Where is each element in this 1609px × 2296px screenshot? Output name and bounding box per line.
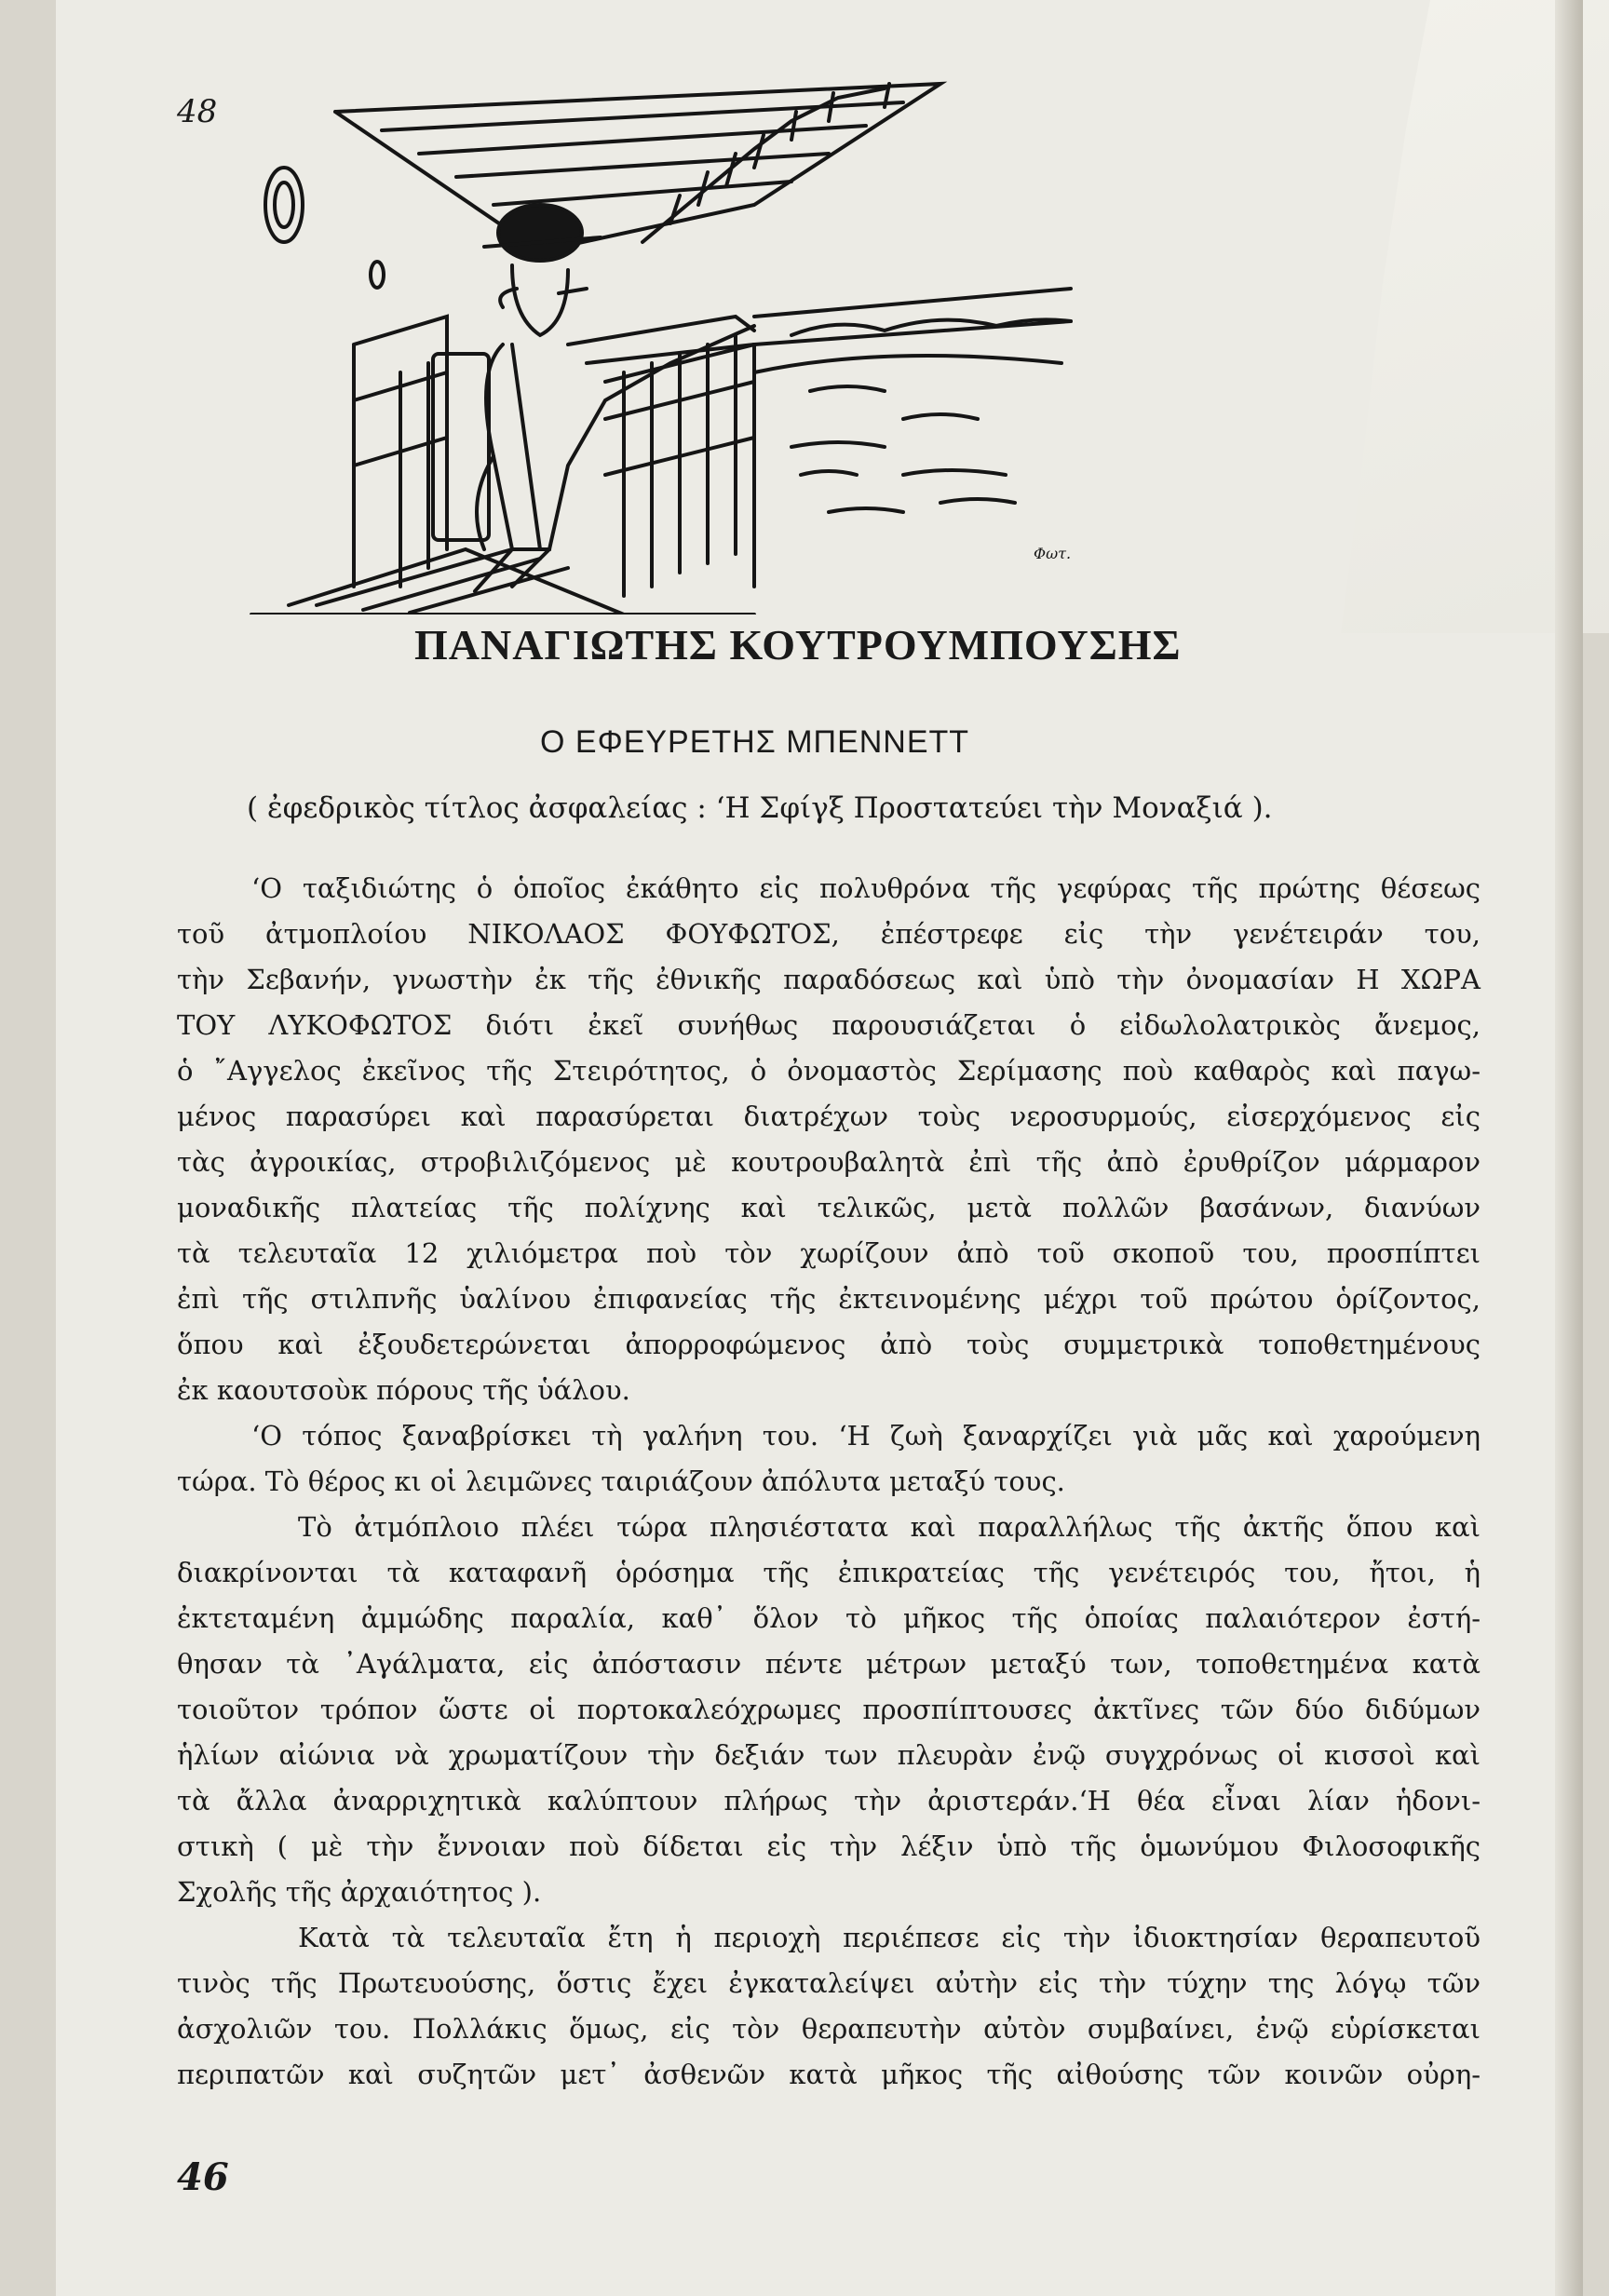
illustration-signature: Φωτ. [1034,545,1072,562]
body-line: τὰς ἀγροικίας, στροβιλιζόμενος μὲ κουτρουβαλητὰ ἐπὶ τῆς ἀπὸ ἐρυθρίζον μάρμαρον [177,1146,1481,1178]
body-line: Σχολῆς τῆς ἀρχαιότητος ). [177,1876,542,1908]
body-line: τὰ ἄλλα ἀναρριχητικὰ καλύπτουν πλήρως τὴν ἀριστεράν.‘Η θέα εἶναι λίαν ἡδονι- [177,1785,1481,1817]
body-line: Κατὰ τὰ τελευταῖα ἔτη ἡ περιοχὴ περιέπεσε εἰς τὴν ἰδιοκτησίαν θεραπευτοῦ [298,1922,1481,1953]
body-line: τὴν Σεβανήν, γνωστὴν ἐκ τῆς ἐθνικῆς παραδόσεως καὶ ὑπὸ τὴν ὀνομασίαν Η ΧΩΡΑ [177,964,1481,995]
body-line: περιπατῶν καὶ συζητῶν μετ᾽ ἀσθενῶν κατὰ μῆκος τῆς αἰθούσης τῶν κοινῶν οὐρη- [177,2059,1481,2090]
page-number-top: 48 [177,93,218,130]
body-line: ΤΟΥ ΛΥΚΟΦΩΤΟΣ διότι ἐκεῖ συνήθως παρουσιάζεται ὁ εἰδωλολατρικὸς ἄνεμος, [177,1009,1481,1041]
body-line: τὰ τελευταῖα 12 χιλιόμετρα ποὺ τὸν χωρίζουν ἀπὸ τοῦ σκοποῦ του, προσπίπτει [177,1237,1481,1269]
body-line: τώρα. Τὸ θέρος κι οἱ λειμῶνες ταιριάζουν ἀπόλυτα μεταξύ τους. [177,1465,1065,1497]
body-line: ἐπὶ τῆς στιλπνῆς ὑαλίνου ἐπιφανείας τῆς ἐκτεινομένης μέχρι τοῦ πρώτου ὁρίζοντος, [177,1283,1481,1315]
body-line: τοῦ ἀτμοπλοίου ΝΙΚΟΛΑΟΣ ΦΟΥΦΩΤΟΣ, ἐπέστρεφε εἰς τὴν γενέτειράν του, [177,918,1481,950]
ship-deck-illustration [233,65,1117,615]
body-line: ἡλίων αἰώνια νὰ χρωματίζουν τὴν δεξιάν των πλευρὰν ἐνῷ συγχρόνως οἱ κισσοὶ καὶ [177,1739,1481,1771]
body-line: μοναδικῆς πλατείας τῆς πολίχνης καὶ τελικῶς, μετὰ πολλῶν βασάνων, διανύων [177,1192,1481,1223]
body-line: θησαν τὰ ᾽Αγάλματα, εἰς ἀπόστασιν πέντε μέτρων μεταξύ των, τοποθετημένα κατὰ [177,1648,1481,1680]
body-line: ὅπου καὶ ἐξουδετερώνεται ἀπορροφώμενος ἀπὸ τοὺς συμμετρικὰ τοποθετημένους [177,1329,1481,1360]
body-line: ‘Ο τόπος ξαναβρίσκει τὴ γαλήνη του. ‘Η ζωὴ ξαναρχίζει γιὰ μᾶς καὶ χαρούμενη [251,1420,1481,1452]
story-subtitle: Ο ΕΦΕΥΡΕΤΗΣ ΜΠΕΝΝΕΤΤ [540,724,970,760]
page-number-bottom: 46 [177,2155,229,2199]
alternate-title-note: ( ἐφεδρικὸς τίτλος ἀσφαλείας : ‘Η Σφίγξ Προστατεύει τὴν Μοναξιά ). [247,791,1273,825]
body-line: ‘Ο ταξιδιώτης ὁ ὁποῖος ἐκάθητο εἰς πολυθρόνα τῆς γεφύρας τῆς πρώτης θέσεως [251,872,1481,904]
body-line: στικὴ ( μὲ τὴν ἔννοιαν ποὺ δίδεται εἰς τὴν λέξιν ὑπὸ τῆς ὁμωνύμου Φιλοσοφικῆς [177,1830,1481,1862]
body-line: ὁ ῎Αγγελος ἐκεῖνος τῆς Στειρότητος, ὁ ὀνομαστὸς Σερίμασης ποὺ καθαρὸς καὶ παγω- [177,1055,1481,1087]
body-line: τινὸς τῆς Πρωτευούσης, ὅστις ἔχει ἐγκαταλείψει αὐτὴν εἰς τὴν τύχην της λόγῳ τῶν [177,1967,1481,1999]
body-line: μένος παρασύρει καὶ παρασύρεται διατρέχων τοὺς νεροσυρμούς, εἰσερχόμενος εἰς [177,1101,1481,1132]
body-line: διακρίνονται τὰ καταφανῆ ὁρόσημα τῆς ἐπικρατείας τῆς γενέτειρός του, ἤτοι, ἡ [177,1557,1481,1588]
body-line: ἐκτεταμένη ἀμμώδης παραλία, καθ᾽ ὅλον τὸ μῆκος τῆς ὁποίας παλαιότερον ἐστή- [177,1602,1481,1634]
author-title: ΠΑΝΑΓΙΩΤΗΣ ΚΟΥΤΡΟΥΜΠΟΥΣΗΣ [414,621,1182,669]
body-line: τοιοῦτον τρόπον ὥστε οἱ πορτοκαλεόχρωμες προσπίπτουσες ἀκτῖνες τῶν δύο διδύμων [177,1694,1481,1725]
body-line: Τὸ ἀτμόπλοιο πλέει τώρα πλησιέστατα καὶ παραλλήλως τῆς ἀκτῆς ὅπου καὶ [298,1511,1481,1543]
page-gutter-shadow [1555,0,1583,2296]
body-line: ἐκ καουτσοὺκ πόρους τῆς ὑάλου. [177,1374,630,1406]
story-body [177,866,1481,2098]
body-line: ἀσχολιῶν του. Πολλάκις ὅμως, εἰς τὸν θεραπευτὴν αὐτὸν συμβαίνει, ἐνῷ εὑρίσκεται [177,2013,1481,2045]
